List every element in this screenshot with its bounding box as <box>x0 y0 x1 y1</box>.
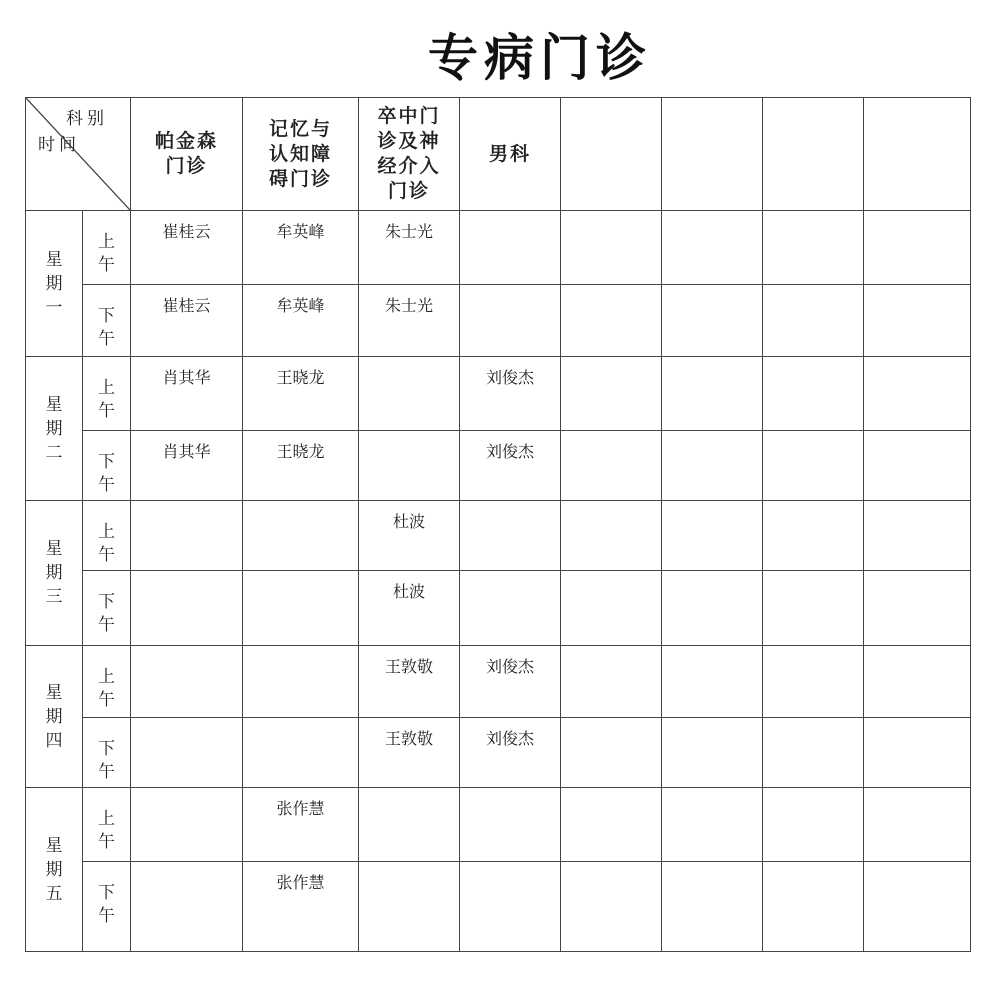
column-header-label: 帕金森 门诊 <box>154 130 218 177</box>
doctor-name: 王晓龙 <box>276 442 325 461</box>
column-header <box>243 98 359 211</box>
weekday-cell <box>26 211 83 357</box>
doctor-cell <box>131 718 243 788</box>
weekday-label: 星 期 五 <box>45 835 63 904</box>
doctor-name <box>131 650 242 654</box>
half-day-label: 上午 <box>98 378 115 421</box>
doctor-name <box>763 722 863 726</box>
doctor-name <box>662 361 762 365</box>
doctor-cell <box>561 862 662 952</box>
doctor-name <box>131 575 242 579</box>
doctor-name <box>460 215 560 219</box>
doctor-cell <box>864 211 971 285</box>
doctor-name <box>763 866 863 870</box>
doctor-name: 张作慧 <box>276 799 325 818</box>
half-day-cell <box>83 571 131 646</box>
doctor-name <box>243 650 358 654</box>
doctor-cell <box>359 357 460 431</box>
doctor-cell <box>561 571 662 646</box>
half-day-label: 下午 <box>98 592 115 635</box>
doctor-name: 张作慧 <box>276 873 325 892</box>
weekday-label: 星 期 一 <box>45 249 63 318</box>
half-day-label: 下午 <box>98 739 115 782</box>
table-row <box>26 718 971 788</box>
column-header <box>359 98 460 211</box>
doctor-name <box>561 435 661 439</box>
doctor-cell <box>243 862 359 952</box>
doctor-cell <box>243 646 359 718</box>
column-header-label: 记忆与 认知障 碍门诊 <box>268 117 332 190</box>
doctor-name <box>662 575 762 579</box>
table-row <box>26 211 971 285</box>
doctor-cell <box>763 862 864 952</box>
doctor-name <box>864 505 970 509</box>
doctor-cell <box>763 211 864 285</box>
doctor-cell <box>662 357 763 431</box>
doctor-cell <box>131 431 243 501</box>
doctor-cell <box>359 431 460 501</box>
doctor-name <box>662 650 762 654</box>
doctor-cell <box>662 285 763 357</box>
doctor-name: 杜波 <box>392 512 425 531</box>
doctor-name: 王晓龙 <box>276 368 325 387</box>
doctor-cell <box>763 646 864 718</box>
doctor-cell <box>460 501 561 571</box>
doctor-cell <box>763 571 864 646</box>
doctor-name <box>662 792 762 796</box>
doctor-cell <box>131 357 243 431</box>
doctor-cell <box>662 862 763 952</box>
doctor-cell <box>131 211 243 285</box>
doctor-cell <box>662 211 763 285</box>
doctor-name: 刘俊杰 <box>485 442 534 461</box>
doctor-cell <box>763 285 864 357</box>
column-header-label: 男科 <box>488 142 531 165</box>
half-day-cell <box>83 211 131 285</box>
doctor-name <box>763 650 863 654</box>
half-day-cell <box>83 862 131 952</box>
doctor-name <box>763 505 863 509</box>
doctor-cell <box>131 646 243 718</box>
half-day-cell <box>83 788 131 862</box>
half-day-label: 下午 <box>98 452 115 495</box>
doctor-cell <box>131 571 243 646</box>
doctor-cell <box>864 646 971 718</box>
doctor-cell <box>131 788 243 862</box>
column-header <box>561 98 662 211</box>
doctor-cell <box>460 431 561 501</box>
half-day-label: 上午 <box>98 809 115 852</box>
doctor-name: 崔桂云 <box>162 222 211 241</box>
doctor-cell <box>561 718 662 788</box>
doctor-cell <box>763 718 864 788</box>
doctor-name: 刘俊杰 <box>485 368 534 387</box>
column-header-label: 卒中门 诊及神 经介入 门诊 <box>377 105 441 202</box>
doctor-cell <box>359 718 460 788</box>
doctor-name <box>460 289 560 293</box>
doctor-name <box>662 722 762 726</box>
doctor-cell <box>243 501 359 571</box>
doctor-cell <box>359 571 460 646</box>
doctor-cell <box>763 357 864 431</box>
column-header <box>763 98 864 211</box>
doctor-cell <box>359 211 460 285</box>
half-day-label: 上午 <box>98 667 115 710</box>
doctor-cell <box>561 788 662 862</box>
doctor-cell <box>763 788 864 862</box>
doctor-cell <box>864 501 971 571</box>
doctor-cell <box>243 571 359 646</box>
table-row <box>26 862 971 952</box>
doctor-name <box>359 435 459 439</box>
doctor-name: 刘俊杰 <box>485 729 534 748</box>
doctor-name: 王敦敬 <box>384 657 433 676</box>
doctor-cell <box>460 211 561 285</box>
half-day-label: 上午 <box>98 522 115 565</box>
doctor-cell <box>243 788 359 862</box>
table-row <box>26 431 971 501</box>
doctor-name: 牟英峰 <box>276 296 325 315</box>
doctor-cell <box>864 718 971 788</box>
doctor-cell <box>243 285 359 357</box>
doctor-name <box>662 289 762 293</box>
doctor-name <box>763 289 863 293</box>
doctor-name <box>864 792 970 796</box>
column-header <box>864 98 971 211</box>
doctor-name <box>359 792 459 796</box>
doctor-name <box>359 866 459 870</box>
half-day-cell <box>83 431 131 501</box>
doctor-cell <box>763 431 864 501</box>
doctor-name <box>460 792 560 796</box>
doctor-name <box>131 866 242 870</box>
table-row <box>26 571 971 646</box>
doctor-cell <box>460 788 561 862</box>
doctor-cell <box>460 571 561 646</box>
half-day-label: 下午 <box>98 306 115 349</box>
doctor-name <box>763 361 863 365</box>
doctor-name: 刘俊杰 <box>485 657 534 676</box>
doctor-cell <box>561 285 662 357</box>
doctor-cell <box>359 285 460 357</box>
half-day-label: 下午 <box>98 883 115 926</box>
half-day-cell <box>83 285 131 357</box>
doctor-name <box>561 722 661 726</box>
doctor-name <box>131 792 242 796</box>
doctor-cell <box>864 357 971 431</box>
clinic-schedule-table <box>25 97 971 952</box>
doctor-name <box>561 792 661 796</box>
weekday-cell <box>26 501 83 646</box>
doctor-cell <box>359 788 460 862</box>
doctor-cell <box>243 718 359 788</box>
doctor-name <box>243 505 358 509</box>
column-header <box>131 98 243 211</box>
doctor-cell <box>561 501 662 571</box>
doctor-name <box>243 722 358 726</box>
doctor-name <box>864 722 970 726</box>
doctor-name <box>131 722 242 726</box>
corner-header-cell <box>26 98 131 211</box>
doctor-name: 牟英峰 <box>276 222 325 241</box>
doctor-name <box>460 866 560 870</box>
doctor-name <box>131 505 242 509</box>
table-row <box>26 646 971 718</box>
weekday-label: 星 期 二 <box>45 394 63 463</box>
doctor-name <box>561 866 661 870</box>
table-row <box>26 788 971 862</box>
doctor-cell <box>243 431 359 501</box>
doctor-name <box>662 435 762 439</box>
doctor-cell <box>460 357 561 431</box>
doctor-name <box>561 215 661 219</box>
doctor-name <box>561 505 661 509</box>
weekday-label: 星 期 三 <box>45 539 63 607</box>
doctor-cell <box>460 646 561 718</box>
doctor-cell <box>662 646 763 718</box>
doctor-name <box>561 650 661 654</box>
doctor-name <box>864 650 970 654</box>
doctor-name <box>864 575 970 579</box>
weekday-cell <box>26 788 83 952</box>
half-day-cell <box>83 501 131 571</box>
weekday-cell <box>26 646 83 788</box>
doctor-cell <box>864 788 971 862</box>
doctor-cell <box>864 571 971 646</box>
doctor-name: 肖其华 <box>162 442 211 461</box>
doctor-cell <box>359 501 460 571</box>
doctor-cell <box>359 862 460 952</box>
doctor-name <box>864 361 970 365</box>
weekday-cell <box>26 357 83 501</box>
doctor-cell <box>460 285 561 357</box>
doctor-cell <box>561 211 662 285</box>
doctor-cell <box>561 431 662 501</box>
doctor-cell <box>359 646 460 718</box>
doctor-cell <box>131 862 243 952</box>
doctor-cell <box>662 431 763 501</box>
doctor-cell <box>243 357 359 431</box>
doctor-cell <box>864 862 971 952</box>
doctor-name <box>243 575 358 579</box>
table-row <box>26 285 971 357</box>
doctor-name <box>864 215 970 219</box>
half-day-cell <box>83 357 131 431</box>
doctor-cell <box>662 501 763 571</box>
doctor-cell <box>864 285 971 357</box>
doctor-name <box>561 575 661 579</box>
page-title: 专病门诊 <box>428 29 652 87</box>
column-header <box>460 98 561 211</box>
doctor-name <box>561 289 661 293</box>
doctor-cell <box>460 718 561 788</box>
doctor-cell <box>131 501 243 571</box>
doctor-name <box>864 289 970 293</box>
table-row <box>26 501 971 571</box>
doctor-name <box>662 866 762 870</box>
doctor-cell <box>864 431 971 501</box>
doctor-name: 王敦敬 <box>384 729 433 748</box>
half-day-label: 上午 <box>98 232 115 275</box>
doctor-name: 朱士光 <box>384 296 433 315</box>
doctor-cell <box>561 357 662 431</box>
doctor-name <box>561 361 661 365</box>
doctor-name: 肖其华 <box>162 368 211 387</box>
doctor-cell <box>662 788 763 862</box>
doctor-name: 朱士光 <box>384 222 433 241</box>
time-label: 时间 <box>38 135 80 155</box>
weekday-label: 星 期 四 <box>45 682 63 751</box>
doctor-name <box>864 435 970 439</box>
doctor-cell <box>763 501 864 571</box>
doctor-name <box>662 215 762 219</box>
doctor-name <box>864 866 970 870</box>
doctor-cell <box>662 718 763 788</box>
doctor-name <box>359 361 459 365</box>
column-header <box>662 98 763 211</box>
doctor-name <box>662 505 762 509</box>
doctor-name: 杜波 <box>392 582 425 601</box>
doctor-name <box>460 505 560 509</box>
doctor-name <box>763 575 863 579</box>
half-day-cell <box>83 646 131 718</box>
doctor-cell <box>561 646 662 718</box>
doctor-name <box>763 792 863 796</box>
doctor-name: 崔桂云 <box>162 296 211 315</box>
doctor-cell <box>243 211 359 285</box>
half-day-cell <box>83 718 131 788</box>
department-label: 科别 <box>66 109 108 129</box>
doctor-name <box>763 215 863 219</box>
doctor-cell <box>131 285 243 357</box>
doctor-cell <box>662 571 763 646</box>
table-row <box>26 357 971 431</box>
doctor-name <box>763 435 863 439</box>
doctor-cell <box>460 862 561 952</box>
doctor-name <box>460 575 560 579</box>
